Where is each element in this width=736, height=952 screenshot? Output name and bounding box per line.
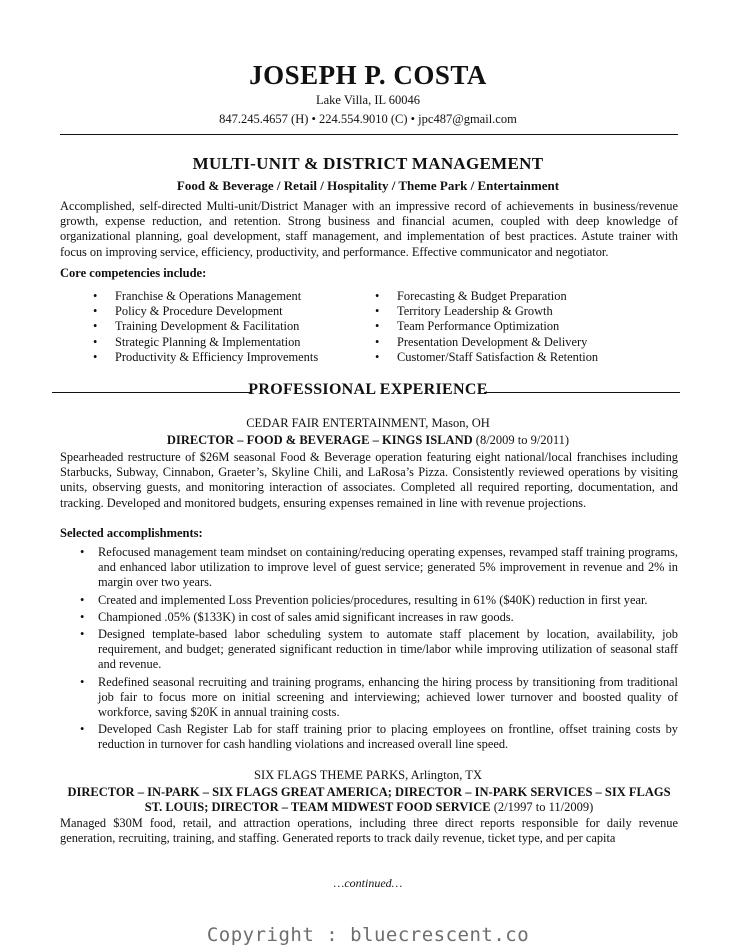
bullet-icon: • [93,304,98,319]
bullet-icon: • [93,334,98,349]
candidate-location: Lake Villa, IL 60046 [315,93,421,107]
bullet-icon: • [375,304,380,319]
bullet-icon: • [80,722,85,737]
summary-headline: MULTI-UNIT & DISTRICT MANAGEMENT [192,154,544,173]
bullet-icon: • [80,592,85,607]
competencies-left-list [93,289,363,365]
candidate-name: JOSEPH P. COSTA [249,60,487,90]
job2-description: Managed $30M food, retail, and attraction operations, including three direct reports responsible for daily revenue generation, recruiting, training, and staffing. Generated reports to track daily revenue, ticket type, and per capita [60,816,678,846]
experience-section-header [0,381,736,403]
competencies-right-list [375,289,675,365]
bullet-icon: • [80,674,85,689]
competency-item: • Training Development & Facilitation [93,319,300,334]
bullet-icon: • [375,334,380,349]
bullet-icon: • [80,627,85,642]
accomplishment-item: • Developed Cash Register Lab for staff training prior to placing employees on frontline, offset training costs by reduction in turnover for cash handling violations and increased overall line speed. [80,722,678,752]
accomplishment-item: • Refocused management team mindset on containing/reducing operating expenses, revamped staff training programs, and enhanced labor utilization to improve level of guest service; generated 5% improvement in revenue and 2% in margin over two years. [80,545,678,590]
experience-section-title: PROFESSIONAL EXPERIENCE [248,381,488,398]
job2-role [60,785,678,815]
competency-item: • Forecasting & Budget Preparation [375,289,567,303]
competency-item: • Presentation Development & Delivery [375,334,588,349]
competency-item: • Franchise & Operations Management [93,289,302,303]
bullet-icon: • [375,289,380,303]
accomplishment-item: • Designed template-based labor scheduling system to automate staff placement by location, availability, job requirement, and budget; generated significant reduction in time/labor while improving utilization of seasonal staff and revenue. [80,627,678,672]
competency-item: • Policy & Procedure Development [93,304,283,319]
bullet-icon: • [93,289,98,303]
accomplishment-item: • Championed .05% ($133K) in cost of sales amid significant increases in raw goods. [80,609,514,624]
summary-industries: Food & Beverage / Retail / Hospitality / Theme Park / Entertainment [176,178,560,193]
competency-item: • Team Performance Optimization [375,319,560,334]
continued-note: …continued… [333,876,403,890]
bullet-icon: • [80,609,85,624]
profile-paragraph: Accomplished, self-directed Multi-unit/District Manager with an impressive record of achievements in business/revenue growth, expense reduction, and retention. Strong business and financial acumen, coupled with deep knowledge of organizational planning, goal development, staff management, and implementation of best practices. Astute trainer with focus on improving service, efficiency, productivity, and performance. Effective communicator and negotiator. [60,199,678,259]
copyright-watermark: Copyright : bluecrescent.co [206,924,530,946]
bullet-icon: • [375,319,380,334]
bullet-icon: • [375,349,380,364]
job1-accomplishments-label: Selected accomplishments: [60,526,203,540]
competency-item: • Territory Leadership & Growth [375,304,553,319]
section-rule-right [484,392,680,393]
competency-item: • Customer/Staff Satisfaction & Retention [375,349,599,364]
bullet-icon: • [93,319,98,334]
bullet-icon: • [80,545,85,559]
job2-dates: (2/1997 to 11/2009) [493,800,594,815]
job2-title: DIRECTOR – IN-PARK – SIX FLAGS GREAT AMERICA; DIRECTOR – IN-PARK SERVICES – SIX FLAGS ST. LOUIS; DIRECTOR – TEAM MIDWEST FOOD SERVICE [67,785,671,815]
job1-dates: (8/2009 to 9/2011) [475,433,570,447]
accomplishment-item: • Created and implemented Loss Prevention policies/procedures, resulting in 61% ($40K) reduction in first year. [80,592,648,607]
job1-role [0,433,736,448]
candidate-contact: 847.245.4657 (H) • 224.554.9010 (C) • jpc487@gmail.com [219,112,517,126]
job1-company: CEDAR FAIR ENTERTAINMENT, Mason, OH [246,416,490,430]
job1-description: Spearheaded restructure of $26M seasonal Food & Beverage operation featuring eight national/local franchises including Starbucks, Subway, Cinnabon, Graeter’s, Skyline Chili, and LaRosa’s Pizza. Consistently reviewed operations by visiting units, observing guests, and monitoring interaction of associates. Completed all required reporting, documentation, and tracking. Developed and monitored budgets, ensuring expenses remained in line with revenue projections. [60,450,678,510]
job1-accomplishments-list [60,545,678,755]
competency-item: • Productivity & Efficiency Improvements [93,349,319,364]
accomplishment-item: • Redefined seasonal recruiting and training programs, enhancing the hiring process by transitioning from traditional job fair to focus more on initial screening and interviewing; achieved lower turnover and boosted quality of workforce, saving $20K in annual training costs. [80,674,678,720]
job2-company: SIX FLAGS THEME PARKS, Arlington, TX [254,768,482,782]
competencies-label: Core competencies include: [60,266,207,280]
competency-item: • Strategic Planning & Implementation [93,334,301,349]
header-divider [60,134,678,135]
job1-title: DIRECTOR – FOOD & BEVERAGE – KINGS ISLAND [166,433,473,447]
bullet-icon: • [93,349,98,364]
